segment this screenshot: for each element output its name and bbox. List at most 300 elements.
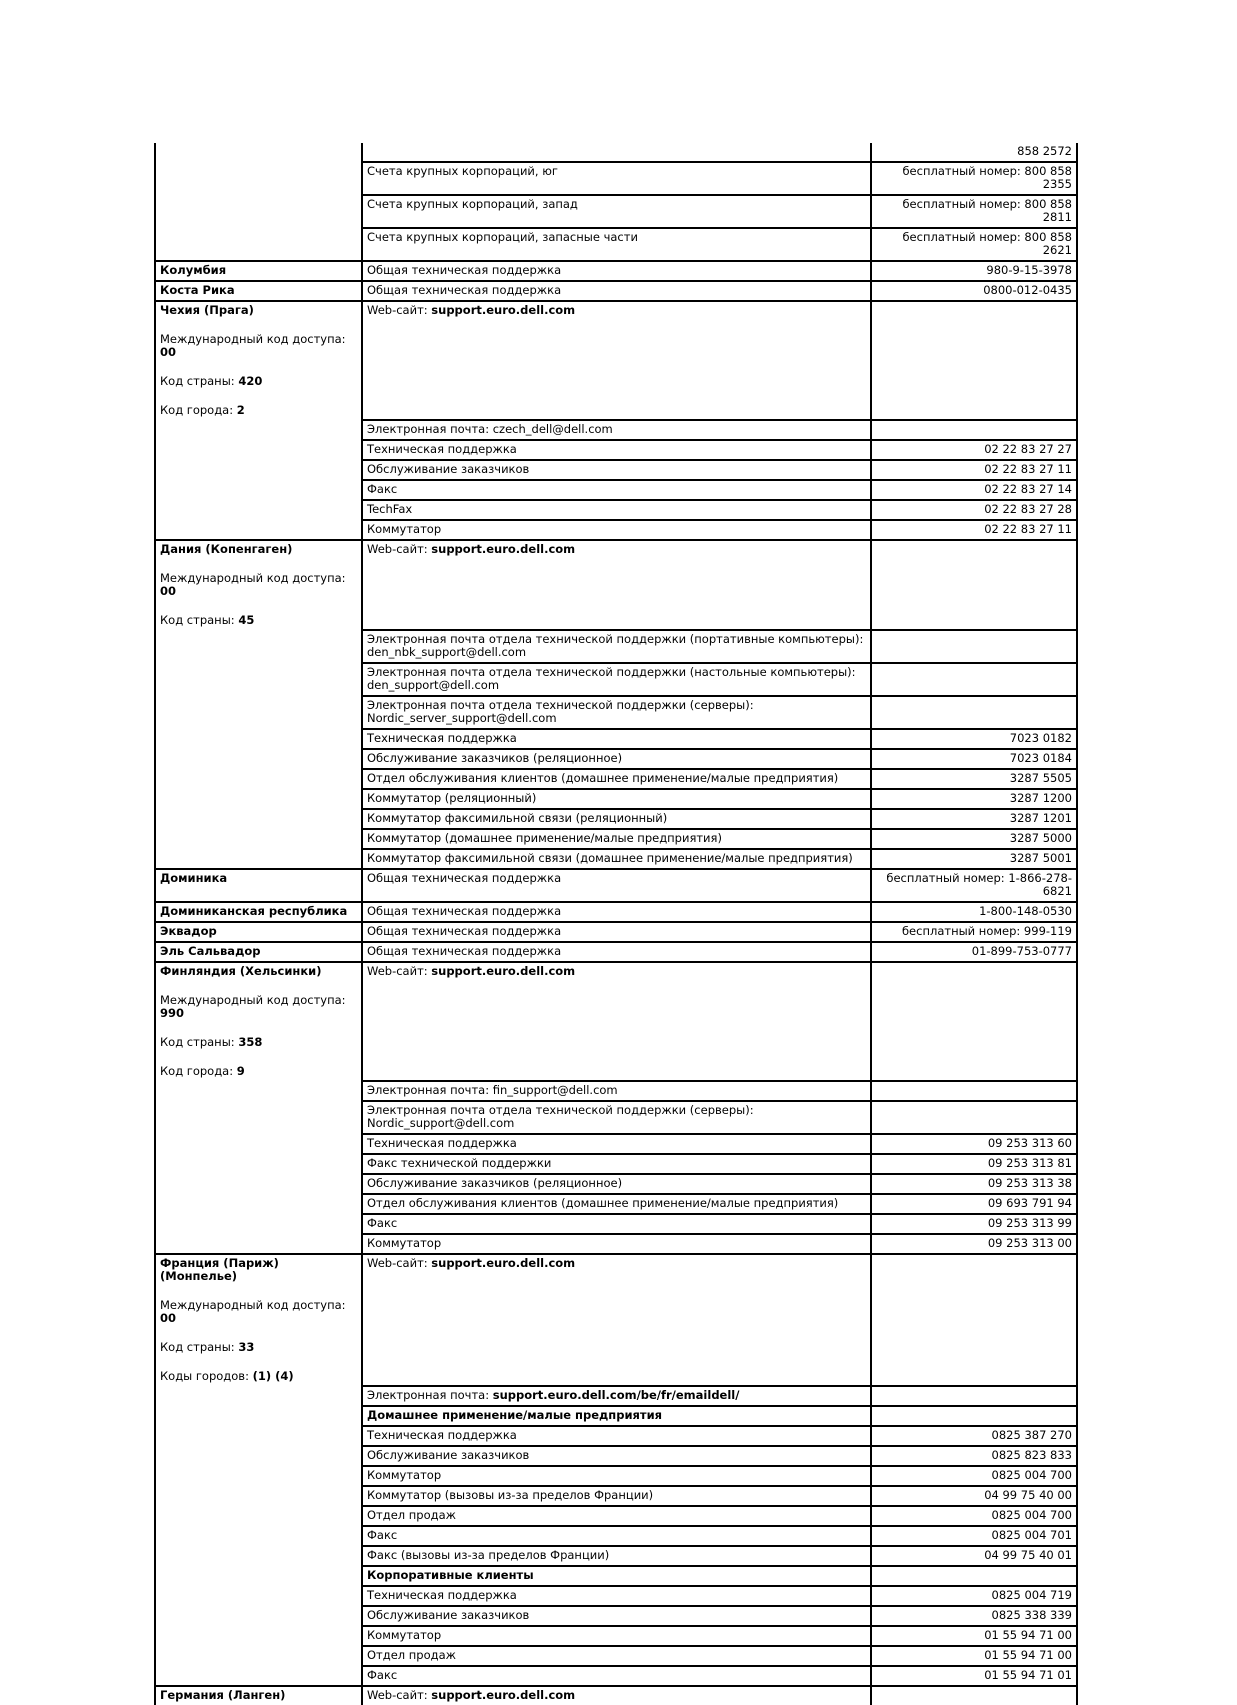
table-row: [155, 1506, 1077, 1526]
country-code-info: [160, 1065, 357, 1078]
code-text: (1) (4): [252, 1369, 294, 1383]
service-text: Факс: [367, 1528, 398, 1542]
phone-number-cell: [871, 1254, 1077, 1386]
service-cell: [362, 1526, 871, 1546]
phone-number-cell: 02 22 83 27 27: [871, 440, 1077, 460]
country-cell: [155, 1646, 362, 1666]
service-cell: [362, 809, 871, 829]
phone-number-cell: [871, 540, 1077, 630]
code-text: Код города:: [160, 1064, 237, 1078]
country-name: Доминика: [160, 871, 228, 885]
service-text: Факс: [367, 482, 398, 496]
country-cell: [155, 261, 362, 281]
table-row: [155, 1446, 1077, 1466]
phone-number-cell: [871, 1101, 1077, 1134]
service-cell: [362, 922, 871, 942]
service-text: Коммутатор: [367, 1628, 442, 1642]
service-text: Электронная почта:: [367, 1388, 493, 1402]
phone-number-cell: бесплатный номер: 1-866-278-6821: [871, 869, 1077, 902]
service-cell: [362, 1101, 871, 1134]
service-text: Web-сайт:: [367, 964, 432, 978]
table-row: [155, 749, 1077, 769]
service-cell: [362, 1214, 871, 1234]
service-cell: [362, 769, 871, 789]
service-text: Коммутатор факсимильной связи (домашнее применение/малые предприятия): [367, 851, 853, 865]
service-cell: [362, 540, 871, 630]
country-cell: [155, 1386, 362, 1406]
country-cell: [155, 420, 362, 440]
code-text: Код страны:: [160, 374, 239, 388]
country-name: Колумбия: [160, 263, 227, 277]
service-cell: [362, 1174, 871, 1194]
service-text: Общая техническая поддержка: [367, 904, 562, 918]
table-row: [155, 962, 1077, 1081]
table-row: [155, 630, 1077, 663]
country-cell: [155, 1686, 362, 1705]
service-cell: [362, 1254, 871, 1386]
table-row: [155, 789, 1077, 809]
country-cell: [155, 1101, 362, 1134]
service-text: Общая техническая поддержка: [367, 263, 562, 277]
country-name: Эль Сальвадор: [160, 944, 261, 958]
service-cell: [362, 261, 871, 281]
country-cell: [155, 769, 362, 789]
service-text: support.euro.dell.com: [431, 964, 576, 978]
service-text: Факс: [367, 1668, 398, 1682]
service-text: Домашнее применение/малые предприятия: [367, 1408, 663, 1422]
table-row: [155, 769, 1077, 789]
code-text: 990: [160, 1006, 185, 1020]
phone-number-cell: [871, 663, 1077, 696]
service-cell: [362, 696, 871, 729]
phone-number-cell: 0800-012-0435: [871, 281, 1077, 301]
country-name: Чехия (Прага): [160, 303, 254, 317]
service-text: support.euro.dell.com/be/fr/emaildell/: [492, 1388, 740, 1402]
country-cell: [155, 1234, 362, 1254]
service-cell: [362, 663, 871, 696]
service-cell: [362, 1646, 871, 1666]
service-cell: [362, 500, 871, 520]
country-code-info: [160, 614, 357, 627]
country-cell: [155, 1194, 362, 1214]
country-code-info: [160, 1370, 357, 1383]
service-text: support.euro.dell.com: [431, 1256, 576, 1270]
phone-number-cell: 0825 004 701: [871, 1526, 1077, 1546]
service-text: Факс (вызовы из-за пределов Франции): [367, 1548, 610, 1562]
country-name: Коста Рика: [160, 283, 235, 297]
service-text: Коммутатор факсимильной связи (реляционный): [367, 811, 668, 825]
phone-number-cell: 3287 5505: [871, 769, 1077, 789]
service-text: support.euro.dell.com: [431, 1688, 576, 1702]
country-name: Доминиканская республика: [160, 904, 348, 918]
code-text: 00: [160, 584, 177, 598]
phone-number-cell: 1-800-148-0530: [871, 902, 1077, 922]
table-row: [155, 1426, 1077, 1446]
service-cell: [362, 1154, 871, 1174]
code-text: 00: [160, 345, 177, 359]
service-text: Общая техническая поддержка: [367, 871, 562, 885]
service-cell: [362, 1546, 871, 1566]
table-row: [155, 1174, 1077, 1194]
country-cell: [155, 1466, 362, 1486]
table-row: [155, 1134, 1077, 1154]
country-cell: [155, 789, 362, 809]
service-cell: [362, 902, 871, 922]
table-row: [155, 663, 1077, 696]
phone-number-cell: 0825 387 270: [871, 1426, 1077, 1446]
country-cell: [155, 1586, 362, 1606]
table-row: [155, 1466, 1077, 1486]
service-text: Коммутатор (домашнее применение/малые предприятия): [367, 831, 722, 845]
table-row: [155, 228, 1077, 261]
service-text: Web-сайт:: [367, 1256, 432, 1270]
service-text: Web-сайт:: [367, 303, 432, 317]
table-row: [155, 1486, 1077, 1506]
country-cell: [155, 1506, 362, 1526]
service-text: Техническая поддержка: [367, 1428, 517, 1442]
table-row: [155, 1101, 1077, 1134]
service-cell: [362, 162, 871, 195]
country-cell: [155, 942, 362, 962]
table-row: [155, 1081, 1077, 1101]
code-text: Международный код доступа:: [160, 571, 346, 585]
service-cell: [362, 460, 871, 480]
phone-number-cell: 09 253 313 99: [871, 1214, 1077, 1234]
table-row: [155, 829, 1077, 849]
service-text: Коммутатор: [367, 1468, 442, 1482]
country-code-info: [160, 1341, 357, 1354]
service-text: Обслуживание заказчиков: [367, 462, 530, 476]
phone-number-cell: 0825 004 700: [871, 1506, 1077, 1526]
country-cell: [155, 162, 362, 195]
country-cell: [155, 696, 362, 729]
table-row: [155, 440, 1077, 460]
country-cell: [155, 500, 362, 520]
service-text: Обслуживание заказчиков: [367, 1608, 530, 1622]
service-cell: [362, 1386, 871, 1406]
service-text: Общая техническая поддержка: [367, 283, 562, 297]
service-cell: [362, 520, 871, 540]
table-row: [155, 869, 1077, 902]
country-name: Финляндия (Хельсинки): [160, 964, 322, 978]
phone-number-cell: бесплатный номер: 800 858 2621: [871, 228, 1077, 261]
table-row: [155, 1254, 1077, 1386]
phone-number-cell: [871, 1566, 1077, 1586]
country-cell: [155, 520, 362, 540]
service-text: Техническая поддержка: [367, 1588, 517, 1602]
service-text: Коммутатор (реляционный): [367, 791, 537, 805]
service-text: Счета крупных корпораций, запасные части: [367, 230, 638, 244]
service-cell: [362, 869, 871, 902]
table-row: [155, 1606, 1077, 1626]
country-code-info: [160, 572, 357, 598]
country-code-info: [160, 994, 357, 1020]
country-cell: [155, 1446, 362, 1466]
service-text: Общая техническая поддержка: [367, 944, 562, 958]
phone-number-cell: 0825 004 700: [871, 1466, 1077, 1486]
country-cell: [155, 1406, 362, 1426]
country-cell: [155, 143, 362, 162]
service-cell: [362, 630, 871, 663]
country-cell: [155, 663, 362, 696]
phone-number-cell: 09 253 313 00: [871, 1234, 1077, 1254]
table-row: [155, 540, 1077, 630]
service-text: Отдел продаж: [367, 1648, 456, 1662]
country-cell: [155, 849, 362, 869]
table-row: [155, 1234, 1077, 1254]
phone-number-cell: [871, 630, 1077, 663]
phone-number-cell: [871, 696, 1077, 729]
country-cell: [155, 869, 362, 902]
phone-number-cell: 02 22 83 27 28: [871, 500, 1077, 520]
contacts-table-body: [155, 143, 1077, 1705]
service-cell: [362, 301, 871, 420]
code-text: Код страны:: [160, 1340, 239, 1354]
service-text: Коммутатор (вызовы из-за пределов Франции): [367, 1488, 654, 1502]
code-text: Международный код доступа:: [160, 993, 346, 1007]
service-cell: [362, 962, 871, 1081]
code-text: Код страны:: [160, 613, 239, 627]
contacts-table: [154, 143, 1078, 1705]
service-cell: [362, 829, 871, 849]
table-row: [155, 1214, 1077, 1234]
country-name: Германия (Ланген): [160, 1688, 286, 1702]
service-cell: [362, 1234, 871, 1254]
table-row: [155, 1646, 1077, 1666]
table-row: [155, 1194, 1077, 1214]
code-text: 9: [236, 1064, 245, 1078]
table-row: [155, 1406, 1077, 1426]
phone-number-cell: [871, 1081, 1077, 1101]
country-code-info: [160, 1036, 357, 1049]
phone-number-cell: 04 99 75 40 00: [871, 1486, 1077, 1506]
country-cell: [155, 460, 362, 480]
country-cell: [155, 749, 362, 769]
country-cell: [155, 1606, 362, 1626]
country-cell: [155, 480, 362, 500]
service-text: Факс технической поддержки: [367, 1156, 552, 1170]
phone-number-cell: 02 22 83 27 11: [871, 520, 1077, 540]
service-text: Техническая поддержка: [367, 731, 517, 745]
phone-number-cell: 09 253 313 81: [871, 1154, 1077, 1174]
phone-number-cell: 0825 823 833: [871, 1446, 1077, 1466]
table-row: [155, 143, 1077, 162]
table-row: [155, 420, 1077, 440]
phone-number-cell: 09 693 791 94: [871, 1194, 1077, 1214]
phone-number-cell: [871, 1406, 1077, 1426]
service-cell: [362, 228, 871, 261]
service-text: Корпоративные клиенты: [367, 1568, 534, 1582]
service-text: TechFax: [367, 502, 413, 516]
code-text: Код страны:: [160, 1035, 239, 1049]
table-row: [155, 520, 1077, 540]
country-cell: [155, 922, 362, 942]
phone-number-cell: 01 55 94 71 00: [871, 1626, 1077, 1646]
service-text: Обслуживание заказчиков (реляционное): [367, 1176, 623, 1190]
service-cell: [362, 942, 871, 962]
country-cell: [155, 1546, 362, 1566]
country-cell: [155, 1566, 362, 1586]
table-row: [155, 942, 1077, 962]
service-cell: [362, 143, 871, 162]
code-text: Международный код доступа:: [160, 1298, 346, 1312]
phone-number-cell: 7023 0184: [871, 749, 1077, 769]
service-text: Общая техническая поддержка: [367, 924, 562, 938]
table-row: [155, 480, 1077, 500]
country-name: Дания (Копенгаген): [160, 542, 293, 556]
country-cell: [155, 540, 362, 630]
phone-number-cell: 0825 004 719: [871, 1586, 1077, 1606]
table-row: [155, 1686, 1077, 1705]
code-text: 2: [236, 403, 245, 417]
phone-number-cell: 09 253 313 60: [871, 1134, 1077, 1154]
country-cell: [155, 1426, 362, 1446]
service-text: Электронная почта отдела технической поддержки (серверы): Nordic_server_support@dell.com: [367, 698, 754, 725]
phone-number-cell: 02 22 83 27 14: [871, 480, 1077, 500]
service-cell: [362, 1666, 871, 1686]
country-cell: [155, 195, 362, 228]
phone-number-cell: 02 22 83 27 11: [871, 460, 1077, 480]
table-row: [155, 1546, 1077, 1566]
service-cell: [362, 1626, 871, 1646]
table-row: [155, 460, 1077, 480]
service-cell: [362, 1446, 871, 1466]
table-row: [155, 696, 1077, 729]
phone-number-cell: бесплатный номер: 999-119: [871, 922, 1077, 942]
country-cell: [155, 1666, 362, 1686]
phone-number-cell: [871, 962, 1077, 1081]
country-name: Франция (Париж) (Монпелье): [160, 1256, 279, 1283]
table-row: [155, 500, 1077, 520]
country-cell: [155, 1134, 362, 1154]
service-cell: [362, 1426, 871, 1446]
country-cell: [155, 729, 362, 749]
service-text: Электронная почта отдела технической поддержки (настольные компьютеры): den_support@dell.com: [367, 665, 856, 692]
phone-number-cell: 3287 1200: [871, 789, 1077, 809]
phone-number-cell: 01 55 94 71 00: [871, 1646, 1077, 1666]
country-cell: [155, 440, 362, 460]
table-row: [155, 281, 1077, 301]
country-cell: [155, 1174, 362, 1194]
code-text: Код города:: [160, 403, 237, 417]
table-row: [155, 301, 1077, 420]
phone-number-cell: бесплатный номер: 800 858 2811: [871, 195, 1077, 228]
service-text: Электронная почта: czech_dell@dell.com: [367, 422, 613, 436]
code-text: 358: [238, 1035, 263, 1049]
phone-number-cell: 3287 5001: [871, 849, 1077, 869]
service-text: Техническая поддержка: [367, 1136, 517, 1150]
service-text: Коммутатор: [367, 1236, 442, 1250]
country-cell: [155, 281, 362, 301]
service-cell: [362, 1081, 871, 1101]
country-cell: [155, 630, 362, 663]
service-cell: [362, 1194, 871, 1214]
country-cell: [155, 902, 362, 922]
table-row: [155, 922, 1077, 942]
service-cell: [362, 729, 871, 749]
country-cell: [155, 962, 362, 1081]
phone-number-cell: 980-9-15-3978: [871, 261, 1077, 281]
table-row: [155, 1566, 1077, 1586]
service-text: Электронная почта: fin_support@dell.com: [367, 1083, 618, 1097]
phone-number-cell: бесплатный номер: 800 858 2355: [871, 162, 1077, 195]
phone-number-cell: [871, 1386, 1077, 1406]
table-row: [155, 1626, 1077, 1646]
table-row: [155, 729, 1077, 749]
code-text: 00: [160, 1311, 177, 1325]
service-cell: [362, 1406, 871, 1426]
service-text: Web-сайт:: [367, 542, 432, 556]
service-text: Web-сайт:: [367, 1688, 432, 1702]
service-cell: [362, 480, 871, 500]
phone-number-cell: 01 55 94 71 01: [871, 1666, 1077, 1686]
country-cell: [155, 1526, 362, 1546]
table-row: [155, 195, 1077, 228]
table-row: [155, 849, 1077, 869]
service-cell: [362, 789, 871, 809]
phone-number-cell: 09 253 313 38: [871, 1174, 1077, 1194]
country-name: Эквадор: [160, 924, 217, 938]
table-row: [155, 162, 1077, 195]
phone-number-cell: [871, 420, 1077, 440]
service-cell: [362, 1566, 871, 1586]
service-text: support.euro.dell.com: [431, 542, 576, 556]
service-text: support.euro.dell.com: [431, 303, 576, 317]
table-row: [155, 1666, 1077, 1686]
table-row: [155, 1154, 1077, 1174]
country-cell: [155, 228, 362, 261]
table-row: [155, 1586, 1077, 1606]
service-text: Отдел обслуживания клиентов (домашнее применение/малые предприятия): [367, 1196, 839, 1210]
service-text: Отдел продаж: [367, 1508, 456, 1522]
service-text: Счета крупных корпораций, запад: [367, 197, 578, 211]
service-text: Электронная почта отдела технической поддержки (серверы): Nordic_support@dell.com: [367, 1103, 754, 1130]
country-cell: [155, 829, 362, 849]
country-cell: [155, 1626, 362, 1646]
country-code-info: [160, 333, 357, 359]
service-cell: [362, 1486, 871, 1506]
service-cell: [362, 1134, 871, 1154]
phone-number-cell: [871, 301, 1077, 420]
table-row: [155, 1386, 1077, 1406]
service-cell: [362, 1686, 871, 1705]
code-text: Международный код доступа:: [160, 332, 346, 346]
table-row: [155, 809, 1077, 829]
country-code-info: [160, 375, 357, 388]
service-cell: [362, 195, 871, 228]
country-cell: [155, 1154, 362, 1174]
service-cell: [362, 849, 871, 869]
service-text: Факс: [367, 1216, 398, 1230]
phone-number-cell: 858 2572: [871, 143, 1077, 162]
phone-number-cell: 01-899-753-0777: [871, 942, 1077, 962]
service-cell: [362, 281, 871, 301]
code-text: 420: [238, 374, 263, 388]
country-cell: [155, 1214, 362, 1234]
table-row: [155, 902, 1077, 922]
phone-number-cell: 7023 0182: [871, 729, 1077, 749]
service-cell: [362, 1606, 871, 1626]
phone-number-cell: 3287 5000: [871, 829, 1077, 849]
phone-number-cell: 3287 1201: [871, 809, 1077, 829]
service-cell: [362, 749, 871, 769]
service-text: Отдел обслуживания клиентов (домашнее применение/малые предприятия): [367, 771, 839, 785]
code-text: 45: [238, 613, 255, 627]
country-cell: [155, 1254, 362, 1386]
service-cell: [362, 1586, 871, 1606]
code-text: Коды городов:: [160, 1369, 253, 1383]
service-text: Обслуживание заказчиков (реляционное): [367, 751, 623, 765]
